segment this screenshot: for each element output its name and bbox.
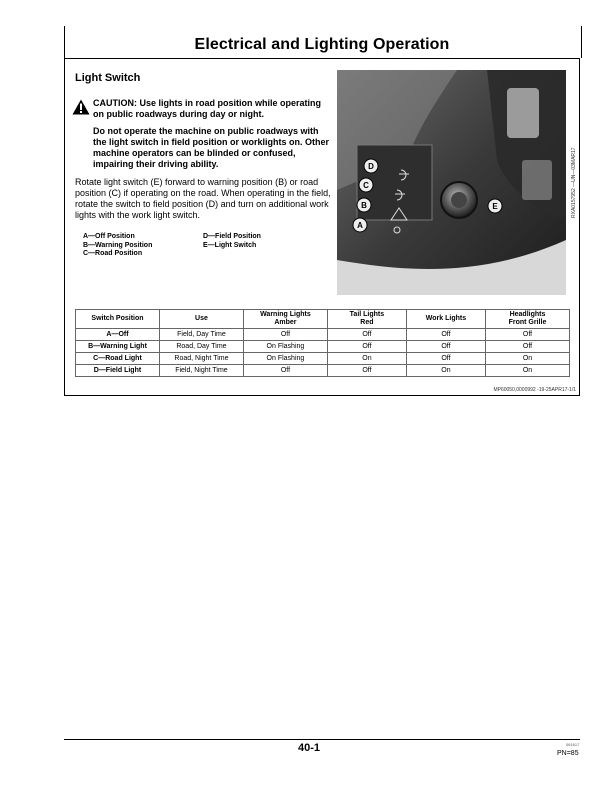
svg-text:B: B [361,201,367,210]
table-cell: Off [406,341,485,353]
column-header: Headlights Front Grille [485,310,569,329]
reference-code: MP60050,0000992 -19-25APR17-1/1 [493,387,576,393]
table-cell: On [485,353,569,365]
table-row [76,341,570,353]
caution-detail-text: Do not operate the machine on public roadways with the light switch in field position or worklights on. Other machine operators can be blinded or confused, impairing their driving ability. [93,126,329,169]
table-cell: Road, Day Time [159,341,243,353]
footer-divider [64,739,580,740]
legend-item: D—Field Position [203,233,261,240]
table-cell: Off [327,329,406,341]
table-row [76,329,570,341]
caution-text: CAUTION: Use lights in road position while operating on public roadways during day or night. [93,98,322,119]
legend-item: C—Road Position [83,250,143,257]
table-row [76,353,570,365]
section-title: Light Switch [75,72,141,84]
svg-text:C: C [363,181,369,190]
table-cell: Off [406,353,485,365]
svg-text:E: E [492,202,498,211]
table-cell: B—Warning Light [76,341,160,353]
table-cell: Off [406,329,485,341]
photo-id: RXA0157952 —UN—03MAR17 [571,147,577,218]
table-cell: On [327,353,406,365]
warning-triangle-icon [72,99,90,115]
table-cell: On [485,365,569,377]
legend-item: E—Light Switch [203,241,257,249]
table-cell: Off [327,341,406,353]
column-header: Use [159,310,243,329]
table-cell: Off [243,329,327,341]
table-cell: A—Off [76,329,160,341]
column-header: Warning Lights Amber [243,310,327,329]
table-row [76,365,570,377]
page-title: Electrical and Lighting Operation [194,36,450,53]
table-cell: Off [485,341,569,353]
legend-column-1 [83,233,152,259]
legend-item: A—Off Position [83,233,135,240]
table-cell: D—Field Light [76,365,160,377]
legend-column-2 [203,233,261,250]
table-cell: C—Road Light [76,353,160,365]
table-cell: Road, Night Time [159,353,243,365]
table-cell: Off [243,365,327,377]
table-cell: On [406,365,485,377]
footer-date: 061617 [566,742,580,747]
part-number: PN=85 [557,750,579,757]
page-number: 40-1 [298,742,321,754]
column-header: Work Lights [406,310,485,329]
table-header-row [76,310,570,329]
svg-text:D: D [368,162,374,171]
light-switch-photo [337,70,566,295]
table-cell: Off [327,365,406,377]
table-cell: On Flashing [243,341,327,353]
column-header: Tail Lights Red [327,310,406,329]
switch-position-table [75,309,570,377]
instruction-text: Rotate light switch (E) forward to warning position (B) or road position (C) if operating on the road. When operating in the field, rotate the switch to field position (D) and turn on additional work lights with the work light switch. [75,177,331,220]
table-cell: On Flashing [243,353,327,365]
table-cell: Field, Day Time [159,329,243,341]
table-cell: Field, Night Time [159,365,243,377]
table-cell: Off [485,329,569,341]
legend-item: B—Warning Position [83,241,153,249]
column-header: Switch Position [76,310,160,329]
svg-text:A: A [357,221,363,230]
